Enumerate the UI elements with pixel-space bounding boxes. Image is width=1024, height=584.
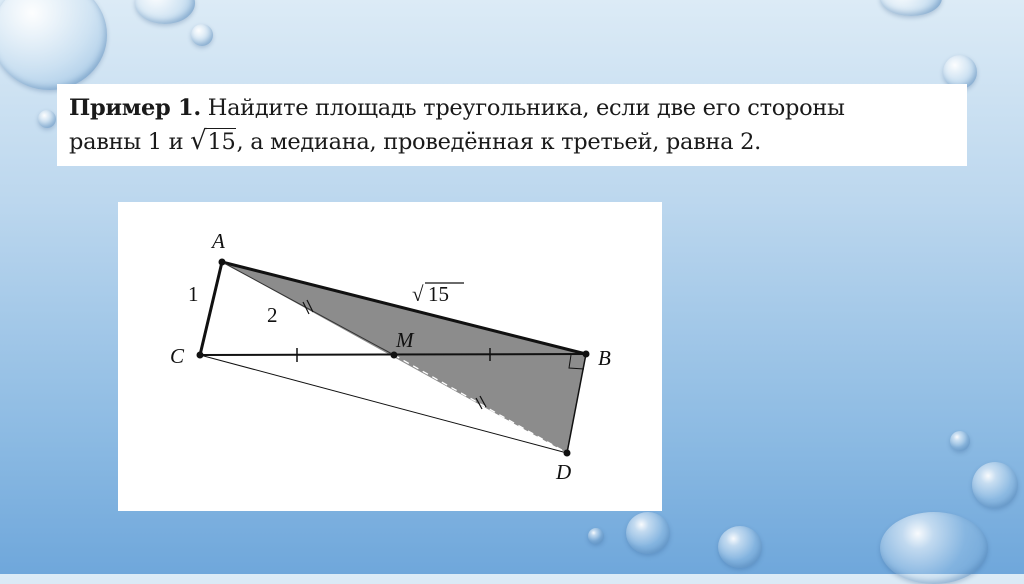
point-b bbox=[583, 351, 590, 358]
label-a: A bbox=[212, 229, 225, 253]
label-b: B bbox=[598, 346, 611, 370]
water-drop bbox=[880, 512, 988, 584]
problem-statement-box bbox=[57, 84, 967, 166]
geometry-figure bbox=[118, 202, 662, 511]
water-drop bbox=[191, 24, 213, 46]
sqrt-value: 15 bbox=[207, 129, 236, 155]
triangle-diagram bbox=[118, 202, 662, 511]
water-drop bbox=[0, 0, 107, 90]
water-drop bbox=[718, 526, 762, 568]
point-d bbox=[564, 450, 571, 457]
problem-statement bbox=[69, 92, 959, 159]
water-drop bbox=[950, 431, 970, 451]
point-m bbox=[391, 352, 398, 359]
water-drop bbox=[972, 462, 1018, 508]
label-m: M bbox=[396, 328, 414, 352]
label-side-ac: 1 bbox=[188, 282, 199, 306]
point-a bbox=[219, 259, 226, 266]
water-drop bbox=[626, 512, 670, 554]
problem-line-2-end: , а медиана, проведённая к третьей, равна 2. bbox=[236, 129, 762, 155]
label-side-ab: 15 bbox=[428, 282, 449, 306]
problem-line-1: Найдите площадь треугольника, если две его стороны bbox=[207, 95, 845, 121]
problem-line-2-start: равны 1 и bbox=[69, 129, 191, 155]
water-drop bbox=[588, 528, 604, 544]
sqrt-symbol: √ bbox=[190, 126, 207, 156]
example-label: Пример 1. bbox=[69, 95, 201, 121]
sqrt-symbol-ab: √ bbox=[412, 282, 424, 306]
segment-ac bbox=[200, 262, 222, 355]
sqrt-expression bbox=[190, 125, 236, 159]
water-drop bbox=[135, 0, 195, 24]
water-drop bbox=[38, 110, 56, 128]
point-c bbox=[197, 352, 204, 359]
label-d: D bbox=[556, 460, 572, 484]
shaded-triangle-abd bbox=[222, 262, 586, 453]
label-c: C bbox=[170, 344, 185, 368]
label-median-am: 2 bbox=[267, 303, 278, 327]
water-drop bbox=[880, 0, 942, 16]
